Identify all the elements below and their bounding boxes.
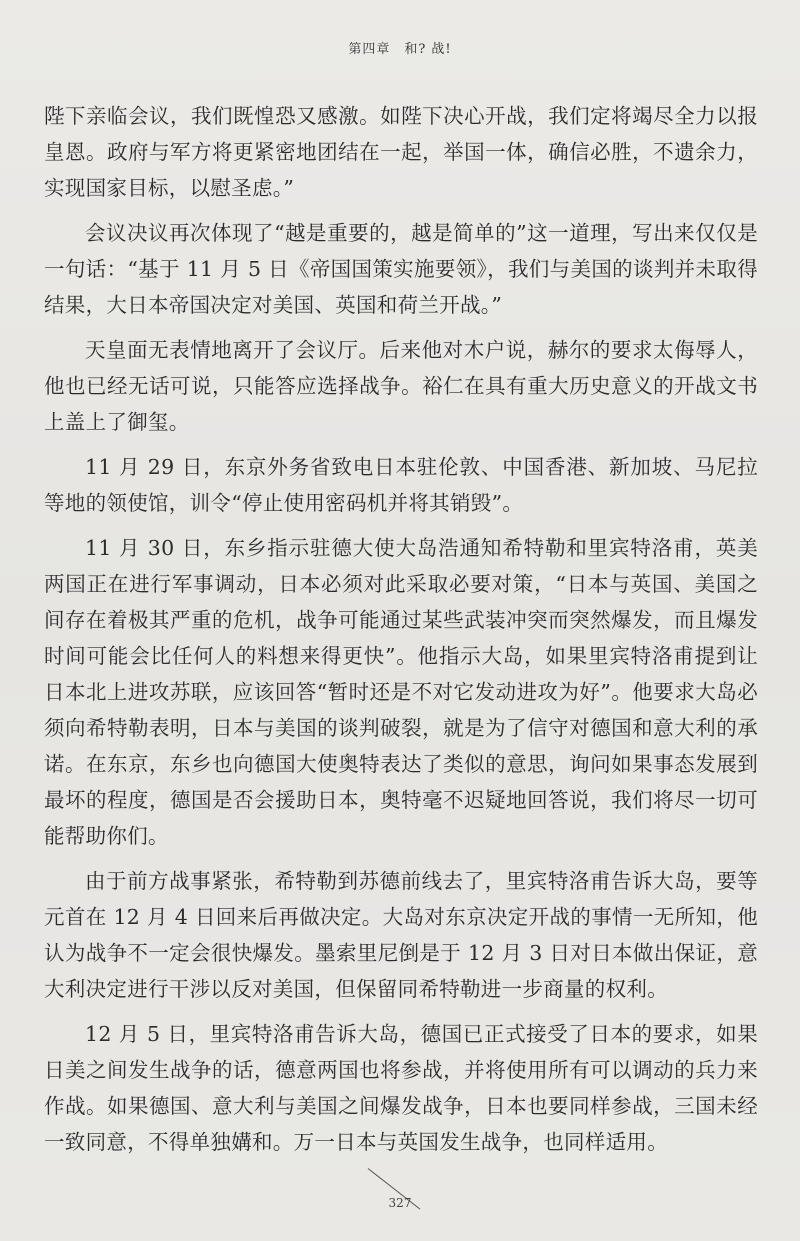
page-number: 327	[388, 1196, 412, 1210]
paragraph: 12 月 5 日，里宾特洛甫告诉大岛，德国已正式接受了日本的要求，如果日美之间发生战争的话，德意两国也将参战，并将使用所有可以调动的兵力来作战。如果德国、意大利与美国之间爆发战争，日本也要同样参战，三国未经一致同意，不得单独媾和。万一日本与英国发生战争，也同样适用。	[44, 1022, 758, 1154]
paragraph-continued: 陛下亲临会议，我们既惶恐又感激。如陛下决心开战，我们定将竭尽全力以报皇恩。政府与军方将更紧密地团结在一起，举国一体，确信必胜，不遗余力，实现国家目标，以慰圣虑。”	[44, 104, 758, 200]
body-text	[44, 98, 758, 1169]
running-header: 第四章 和? 战!	[348, 42, 452, 57]
paragraph: 11 月 30 日，东乡指示驻德大使大岛浩通知希特勒和里宾特洛甫，英美两国正在进行军事调动，日本必须对此采取必要对策，“日本与英国、美国之间存在着极其严重的危机，战争可能通过某些武装冲突而突然爆发，而且爆发时间可能会比任何人的料想来得更快”。他指示大岛，如果里宾特洛甫提到让日本北上进攻苏联，应该回答“暂时还是不对它发动进攻为好”。他要求大岛必须向希特勒表明，日本与美国的谈判破裂，就是为了信守对德国和意大利的承诺。在东京，东乡也向德国大使奥特表达了类似的意思，询问如果事态发展到最坏的程度，德国是否会援助日本，奥特毫不迟疑地回答说，我们将尽一切可能帮助你们。	[44, 536, 758, 848]
paragraph: 由于前方战事紧张，希特勒到苏德前线去了，里宾特洛甫告诉大岛，要等元首在 12 月 4 日回来后再做决定。大岛对东京决定开战的事情一无所知，他认为战争不一定会很快爆发。墨索里尼倒是于 12 月 3 日对日本做出保证，意大利决定进行干涉以反对美国，但保留同希特勒进一步商量的权利。	[44, 869, 758, 1001]
paragraph: 11 月 29 日，东京外务省致电日本驻伦敦、中国香港、新加坡、马尼拉等地的领使馆，训令“停止使用密码机并将其销毁”。	[44, 455, 758, 515]
paragraph: 会议决议再次体现了“越是重要的，越是简单的”这一道理，写出来仅仅是一句话：“基于 11 月 5 日《帝国国策实施要领》，我们与美国的谈判并未取得结果，大日本帝国决定对美国、英国和荷兰开战。”	[44, 221, 758, 317]
paragraph: 天皇面无表情地离开了会议厅。后来他对木户说，赫尔的要求太侮辱人，他也已经无话可说，只能答应选择战争。裕仁在具有重大历史意义的开战文书上盖上了御玺。	[44, 338, 758, 434]
